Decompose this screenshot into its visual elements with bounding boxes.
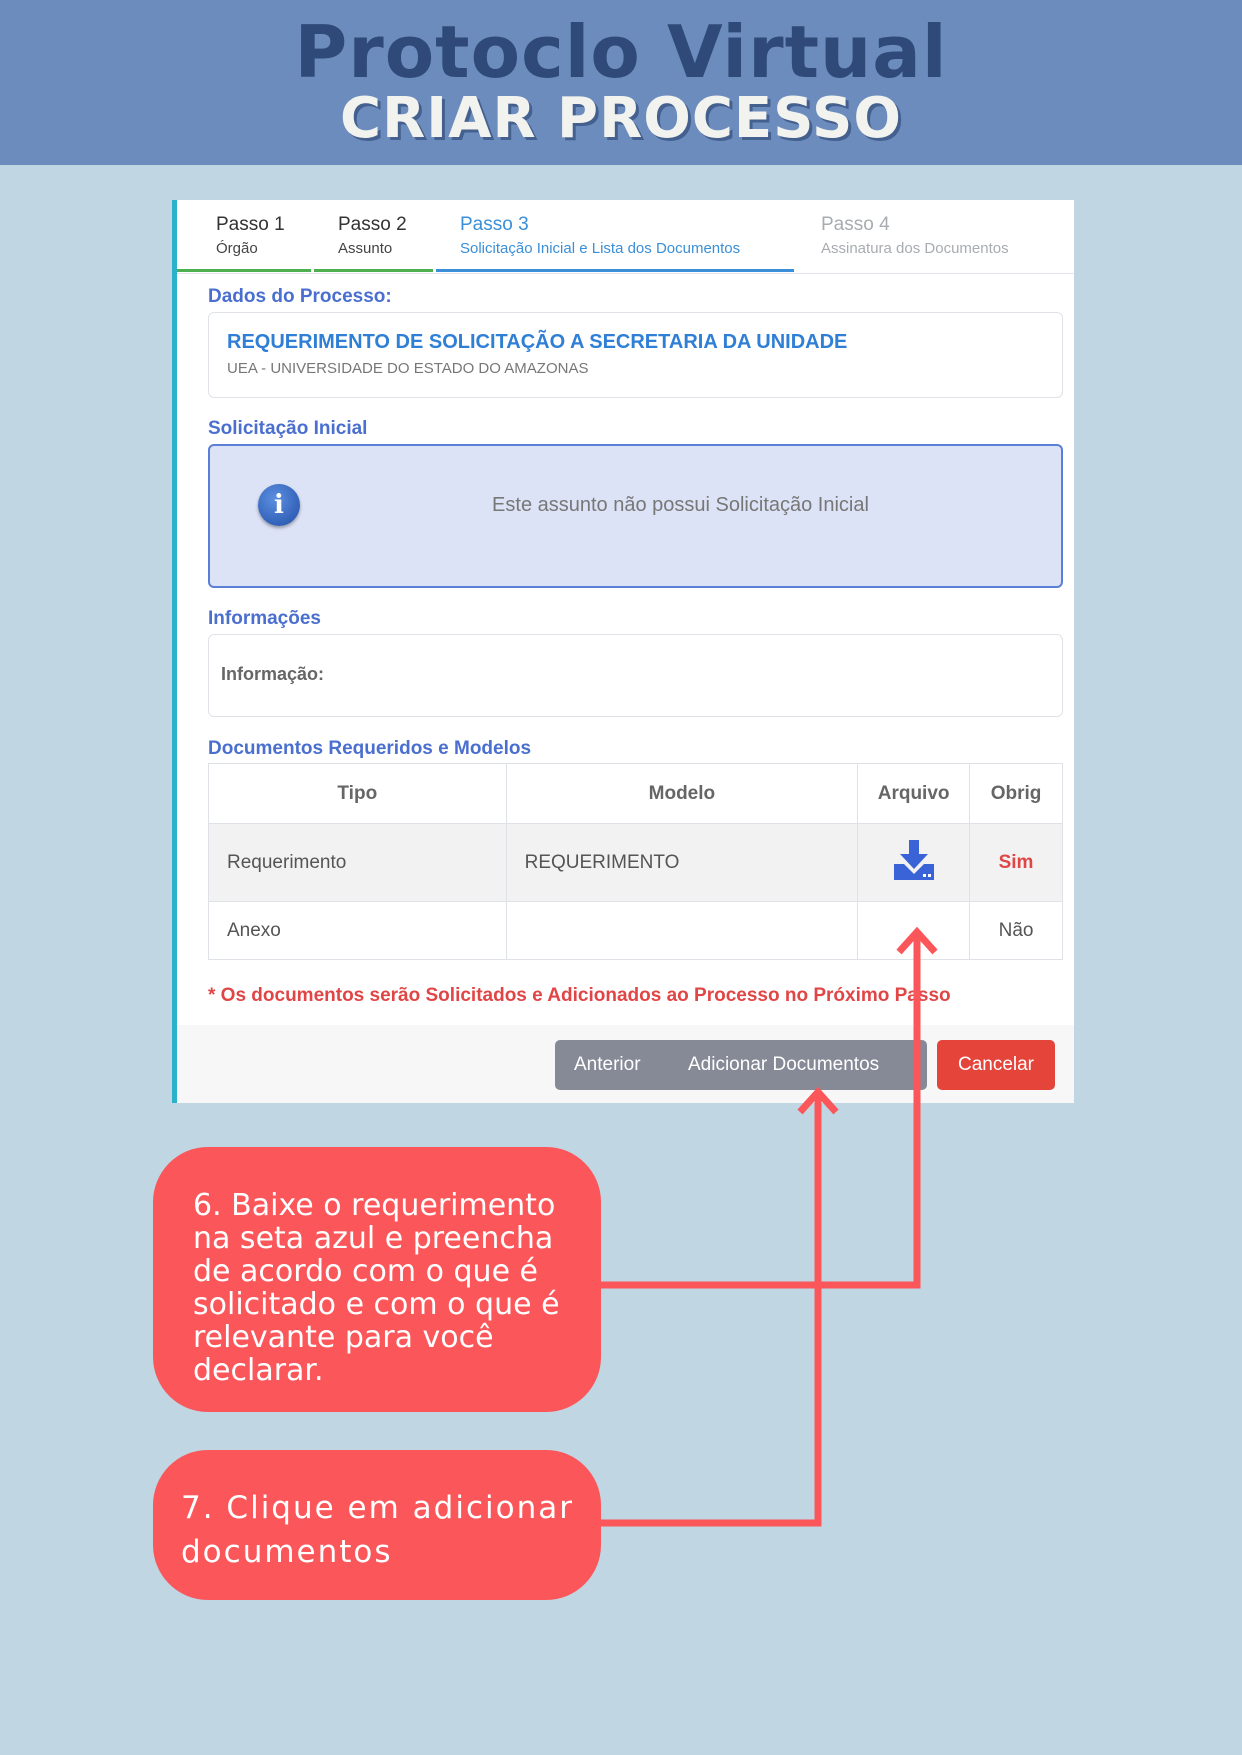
callout-step-7-text: 7. Clique em adicionar documentos bbox=[181, 1490, 574, 1570]
add-documents-button[interactable]: Adicionar Documentos bbox=[688, 1054, 880, 1075]
banner-subtitle: CRIAR PROCESSO bbox=[340, 86, 902, 151]
cell-obrig: Sim bbox=[970, 824, 1063, 902]
info-icon: i bbox=[258, 484, 300, 526]
step-desc: Assunto bbox=[338, 240, 393, 257]
callout-step-6 bbox=[153, 1147, 601, 1412]
cancel-button[interactable]: Cancelar bbox=[937, 1040, 1055, 1090]
banner-title: Protoclo Virtual bbox=[294, 10, 948, 94]
process-title: REQUERIMENTO DE SOLICITAÇÃO A SECRETARIA DA UNIDADE bbox=[227, 331, 848, 353]
column-header-arquivo: Arquivo bbox=[858, 764, 970, 824]
callout-step-7 bbox=[153, 1450, 601, 1600]
previous-button[interactable]: Anterior bbox=[574, 1054, 641, 1075]
step-desc: Solicitação Inicial e Lista dos Documentos bbox=[460, 240, 741, 257]
cell-obrig: Não bbox=[970, 902, 1063, 960]
arrow-to-download bbox=[600, 936, 917, 1285]
step-title: Passo 4 bbox=[821, 214, 890, 235]
process-data-label: Dados do Processo: bbox=[208, 286, 392, 307]
step-title: Passo 3 bbox=[460, 214, 529, 235]
alert-message: Este assunto não possui Solicitação Inicial bbox=[492, 494, 869, 516]
information-label: Informações bbox=[208, 608, 321, 629]
column-header-obrig: Obrig bbox=[970, 764, 1063, 824]
cell-tipo: Anexo bbox=[209, 902, 507, 960]
initial-request-label: Solicitação Inicial bbox=[208, 418, 368, 439]
arrow-to-add-documents bbox=[600, 1096, 818, 1523]
column-header-modelo: Modelo bbox=[506, 764, 858, 824]
cell-modelo: REQUERIMENTO bbox=[506, 824, 858, 902]
cell-tipo: Requerimento bbox=[209, 824, 507, 902]
callout-step-6-text: 6. Baixe o requerimento na seta azul e preencha de acordo com o que é solicitado e com o que é relevante para você declarar. bbox=[193, 1188, 560, 1388]
step-title: Passo 2 bbox=[338, 214, 407, 235]
step-desc: Assinatura dos Documentos bbox=[821, 240, 1009, 257]
documents-label: Documentos Requeridos e Modelos bbox=[208, 738, 532, 759]
documents-note: * Os documentos serão Solicitados e Adicionados ao Processo no Próximo Passo bbox=[208, 985, 951, 1006]
column-header-tipo: Tipo bbox=[209, 764, 507, 824]
step-title: Passo 1 bbox=[216, 214, 285, 235]
information-field-label: Informação: bbox=[221, 664, 325, 684]
process-unit: UEA - UNIVERSIDADE DO ESTADO DO AMAZONAS bbox=[227, 360, 589, 377]
step-desc: Órgão bbox=[216, 240, 258, 257]
